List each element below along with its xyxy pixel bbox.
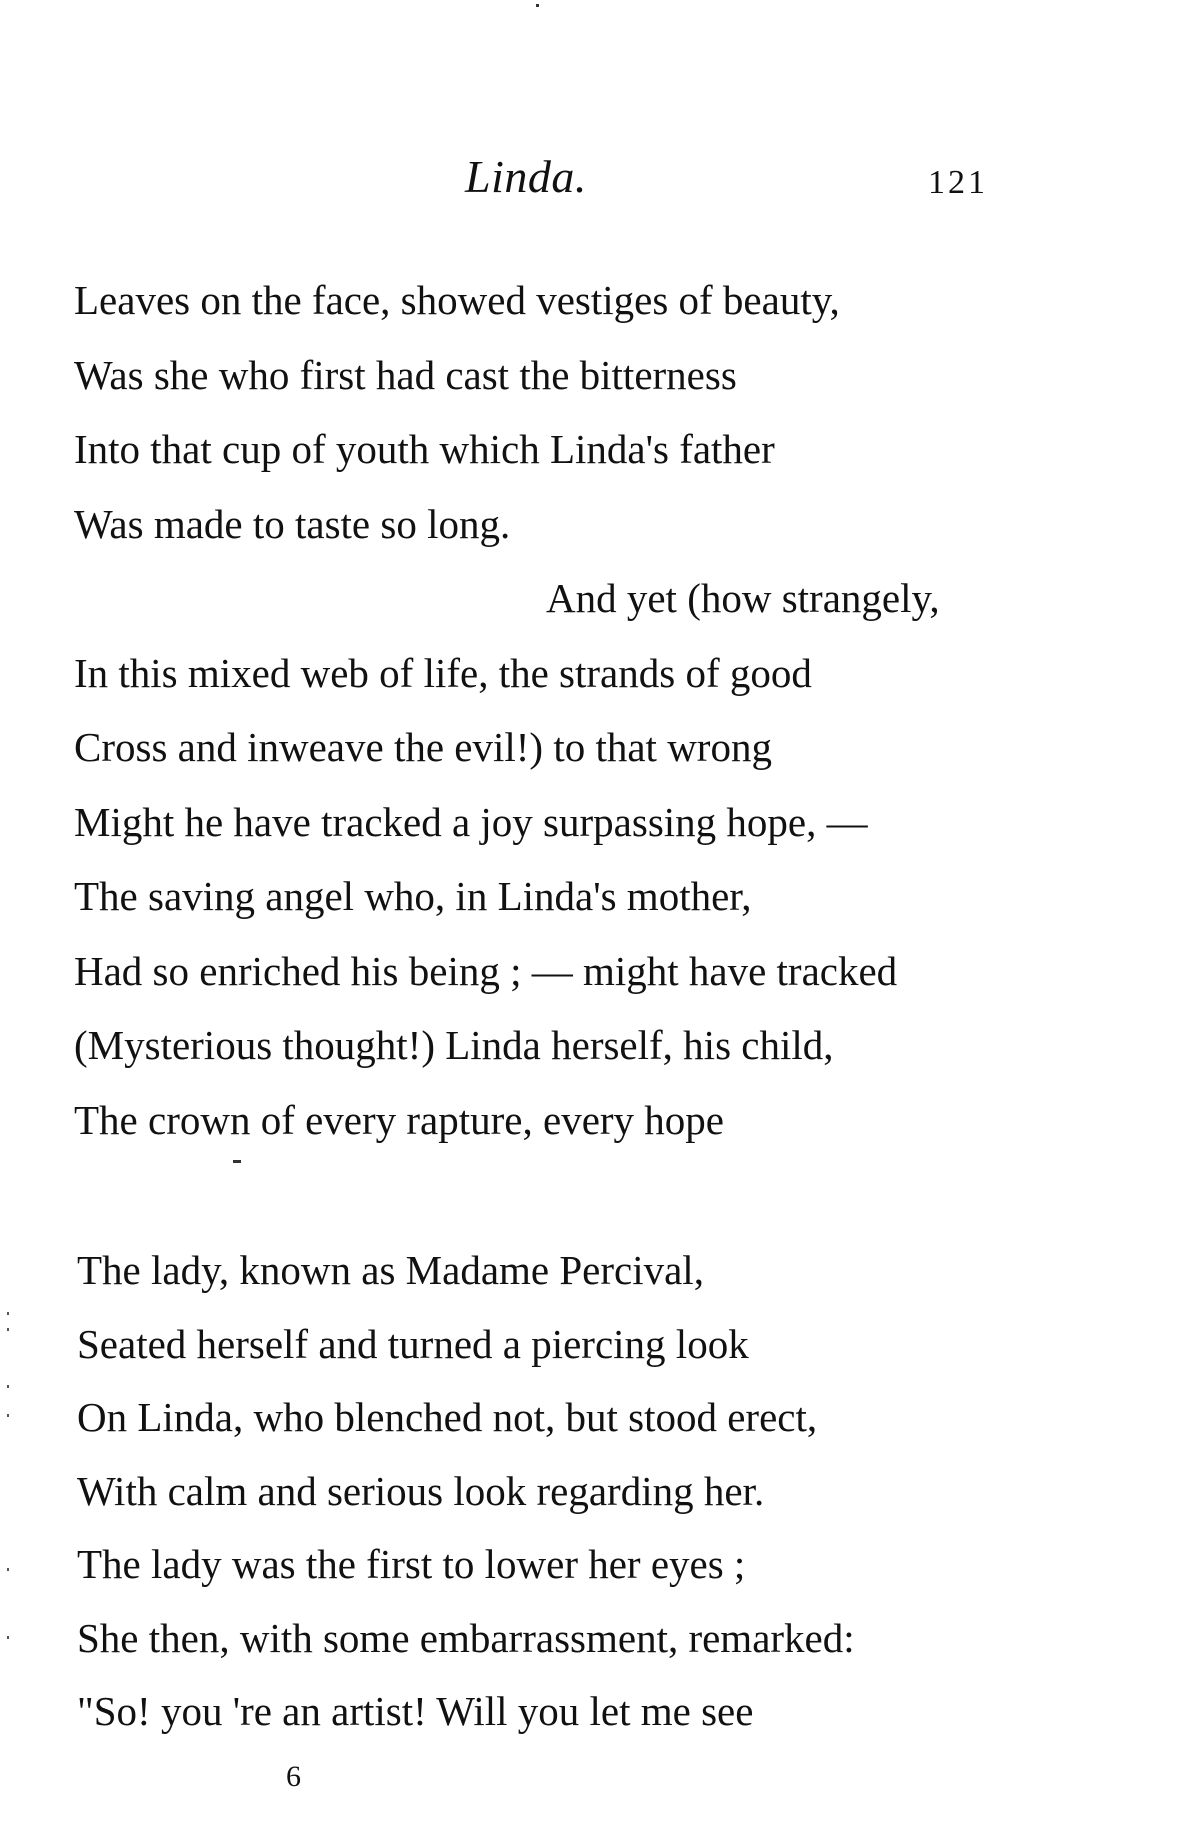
verse-line-indented: And yet (how strangely, <box>546 575 940 621</box>
margin-speck <box>7 1312 9 1315</box>
margin-speck <box>7 1328 9 1331</box>
margin-speck <box>7 1414 9 1417</box>
verse-line: The lady, known as Madame Percival, <box>77 1247 704 1293</box>
print-dash <box>233 1160 241 1163</box>
verse-line: "So! you 're an artist! Will you let me see <box>77 1688 754 1734</box>
verse-line: Cross and inweave the evil!) to that wrong <box>74 724 772 770</box>
signature-mark: 6 <box>286 1760 301 1793</box>
stanza-2 <box>74 1240 1014 1755</box>
page-number: 121 <box>928 164 988 201</box>
print-speck <box>536 4 539 7</box>
margin-speck <box>7 1568 9 1571</box>
verse-line: Might he have tracked a joy surpassing hope, — <box>74 798 868 845</box>
verse-line: Had so enriched his being ; — might have tracked <box>74 947 898 994</box>
verse-line: The lady was the first to lower her eyes ; <box>77 1541 746 1587</box>
verse-line: Was she who first had cast the bitterness <box>74 351 737 398</box>
running-title: Linda. <box>465 151 587 202</box>
verse-line: Into that cup of youth which Linda's father <box>74 426 775 472</box>
margin-speck <box>7 1385 9 1388</box>
verse-line: (Mysterious thought!) Linda herself, his child, <box>74 1022 834 1068</box>
verse-line: The crown of every rapture, every hope <box>74 1096 724 1143</box>
stanza-1 <box>74 270 1014 1164</box>
verse-line: Leaves on the face, showed vestiges of beauty, <box>74 277 840 323</box>
running-head <box>0 150 1178 220</box>
verse-line: On Linda, who blenched not, but stood erect, <box>77 1394 818 1440</box>
verse-line: The saving angel who, in Linda's mother, <box>74 873 752 919</box>
verse-line: In this mixed web of life, the strands of good <box>74 649 812 696</box>
verse-line: Was made to taste so long. <box>74 500 511 547</box>
verse-line: With calm and serious look regarding her. <box>77 1467 765 1514</box>
verse-line: She then, with some embarrassment, remarked: <box>77 1614 855 1661</box>
verse-line: Seated herself and turned a piercing look <box>77 1320 749 1367</box>
margin-speck <box>7 1636 9 1639</box>
